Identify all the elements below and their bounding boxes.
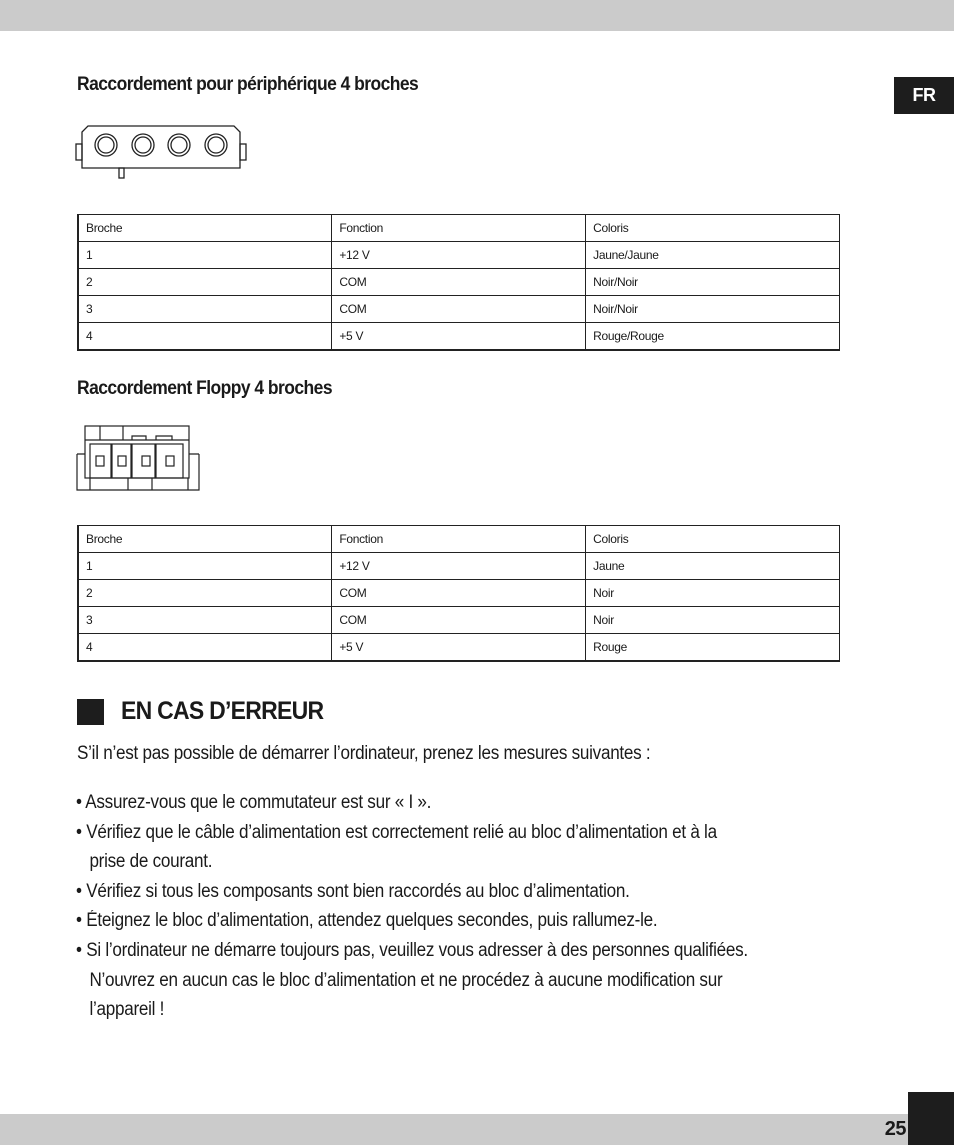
list-item: l’appareil ! (76, 999, 165, 1021)
troubleshooting-list (76, 788, 896, 1025)
header-cell: Broche (78, 526, 332, 553)
table-cell: 2 (78, 269, 332, 296)
list-item: N’ouvrez en aucun cas le bloc d’alimentation et ne procédez à aucune modification sur (76, 969, 723, 991)
table-row (78, 296, 840, 323)
table-cell: +12 V (332, 553, 586, 580)
list-item: • Assurez-vous que le commutateur est sur « I ». (76, 792, 432, 813)
table-header-row (78, 526, 840, 553)
header-cell: Broche (78, 215, 332, 242)
list-item: • Si l’ordinateur ne démarre toujours pas, veuillez vous adresser à des personnes qualifiées. (76, 939, 748, 961)
table-cell: Rouge (586, 634, 840, 662)
table-cell: 3 (78, 607, 332, 634)
page-number-tab (908, 1092, 954, 1145)
table-row (78, 269, 840, 296)
list-item: • Vérifiez si tous les composants sont bien raccordés au bloc d’alimentation. (76, 880, 630, 902)
table-cell: +5 V (332, 323, 586, 351)
top-header-band (0, 0, 954, 31)
table-row (78, 607, 840, 634)
language-tab: FR (894, 77, 954, 114)
table-cell: Jaune (586, 553, 840, 580)
peripheral-pin-table (77, 214, 840, 351)
table-cell: +5 V (332, 634, 586, 662)
table-cell: Rouge/Rouge (586, 323, 840, 351)
floppy-connector-heading: Raccordement Floppy 4 broches (77, 378, 333, 399)
table-cell: 1 (78, 553, 332, 580)
page-number: 25 (884, 1118, 906, 1140)
table-cell: +12 V (332, 242, 586, 269)
floppy-4pin-connector-icon (76, 424, 202, 494)
table-cell: Noir (586, 607, 840, 634)
table-cell: Noir (586, 580, 840, 607)
header-cell: Coloris (586, 526, 840, 553)
table-cell: Jaune/Jaune (586, 242, 840, 269)
table-row (78, 634, 840, 662)
header-cell: Fonction (332, 526, 586, 553)
table-row (78, 242, 840, 269)
molex-4pin-connector-icon (74, 122, 250, 180)
list-item: • Vérifiez que le câble d’alimentation est correctement relié au bloc d’alimentation et à la (76, 821, 717, 843)
floppy-pin-table (77, 525, 840, 662)
table-header-row (78, 215, 840, 242)
section-marker-square (77, 699, 104, 725)
error-intro-text: S’il n’est pas possible de démarrer l’ordinateur, prenez les mesures suivantes : (77, 743, 651, 764)
table-row (78, 323, 840, 351)
peripheral-connector-heading: Raccordement pour périphérique 4 broches (77, 74, 419, 95)
table-cell: COM (332, 269, 586, 296)
list-item: • Éteignez le bloc d’alimentation, attendez quelques secondes, puis rallumez-le. (76, 910, 658, 932)
header-cell: Coloris (586, 215, 840, 242)
table-cell: Noir/Noir (586, 296, 840, 323)
table-row (78, 580, 840, 607)
table-cell: COM (332, 580, 586, 607)
table-cell: 4 (78, 323, 332, 351)
table-row (78, 553, 840, 580)
error-section-title: EN CAS D’ERREUR (121, 697, 324, 725)
table-cell: 1 (78, 242, 332, 269)
bottom-footer-band (0, 1114, 908, 1145)
header-cell: Fonction (332, 215, 586, 242)
table-cell: Noir/Noir (586, 269, 840, 296)
table-cell: 4 (78, 634, 332, 662)
list-item: prise de courant. (76, 851, 213, 873)
table-cell: 3 (78, 296, 332, 323)
table-cell: COM (332, 296, 586, 323)
table-cell: COM (332, 607, 586, 634)
table-cell: 2 (78, 580, 332, 607)
